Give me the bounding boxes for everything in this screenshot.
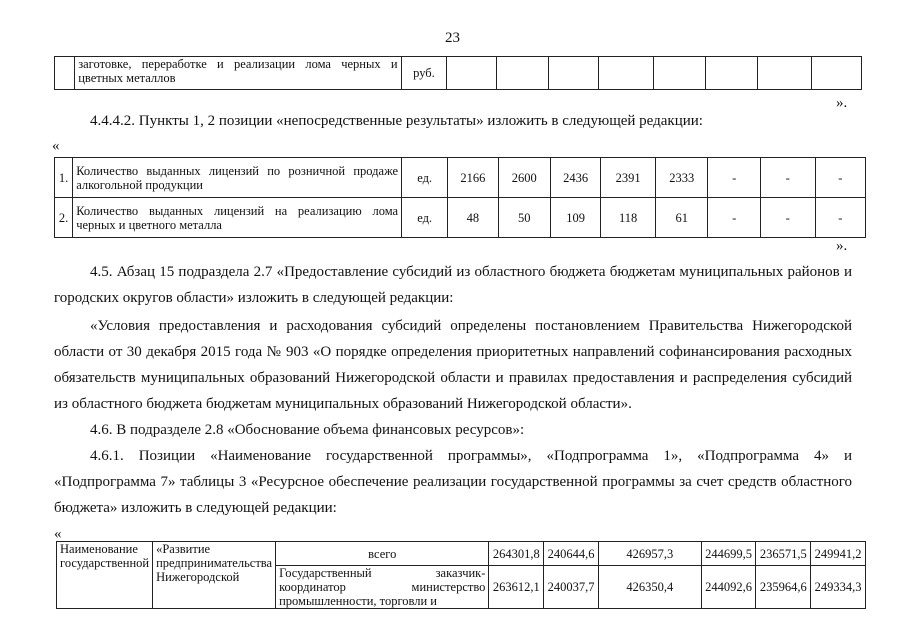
results-table (54, 157, 866, 238)
table-row: Государственный заказчик-координатор министерство промышленности, торговли и 263612,1 240037,7 426350,4 244092,6 235964,6 249334,3 (57, 566, 866, 609)
table-row: 2. Количество выданных лицензий на реализацию лома черных и цветного металла ед. 48 50 109 118 61 - - - (55, 198, 866, 238)
table-row: 1. Количество выданных лицензий по розничной продаже алкогольной продукции ед. 2166 2600 2436 2391 2333 - - - (55, 158, 866, 198)
finance-col1: Наименование государственной (57, 542, 153, 609)
open-quote: « (52, 138, 60, 154)
close-quote-2: ». (836, 238, 848, 254)
finance-table (56, 541, 866, 609)
paragraph-conditions: «Условия предоставления и расходования субсидий определены постановлением Правительства Нижегородской области от 30 декабря 2015 года № 903 «О порядке определения приоритетных направлений софинансирования расходных обязательств муниципальных образований Нижегородской области и правилах предоставления и распределения субсидий из областного бюджета бюджетам муниципальных образований Нижегородской области». (54, 318, 852, 412)
page-number: 23 (445, 30, 460, 46)
table-cell-unit: руб. (401, 57, 447, 90)
finance-col2: «Развитие предпринимательства Нижегородской (153, 542, 276, 609)
close-quote: ». (836, 95, 848, 111)
paragraph-46: 4.6. В подразделе 2.8 «Обоснование объема финансовых ресурсов»: (90, 422, 525, 438)
top-fragment-table (54, 56, 862, 90)
paragraph-461: 4.6.1. Позиции «Наименование государственной программы», «Подпрограмма 1», «Подпрограмма 4» и «Подпрограмма 7» таблицы 3 «Ресурсное обеспечение реализации государственной программы за счет средств областного бюджета» изложить в следующей редакции: (54, 448, 852, 516)
paragraph-4442: 4.4.4.2. Пункты 1, 2 позиции «непосредственные результаты» изложить в следующей редакции: (90, 113, 703, 129)
open-quote-2: « (54, 526, 62, 542)
table-cell-text: заготовке, переработке и реализации лома черных и цветных металлов (75, 57, 401, 90)
table-row: Наименование государственной «Развитие предпринимательства Нижегородской всего 264301,8 240644,6 426957,3 244699,5 236571,5 249941,2 (57, 542, 866, 566)
paragraph-45: 4.5. Абзац 15 подраздела 2.7 «Предоставление субсидий из областного бюджета бюджетам муниципальных районов и городских округов области» изложить в следующей редакции: (54, 264, 852, 306)
